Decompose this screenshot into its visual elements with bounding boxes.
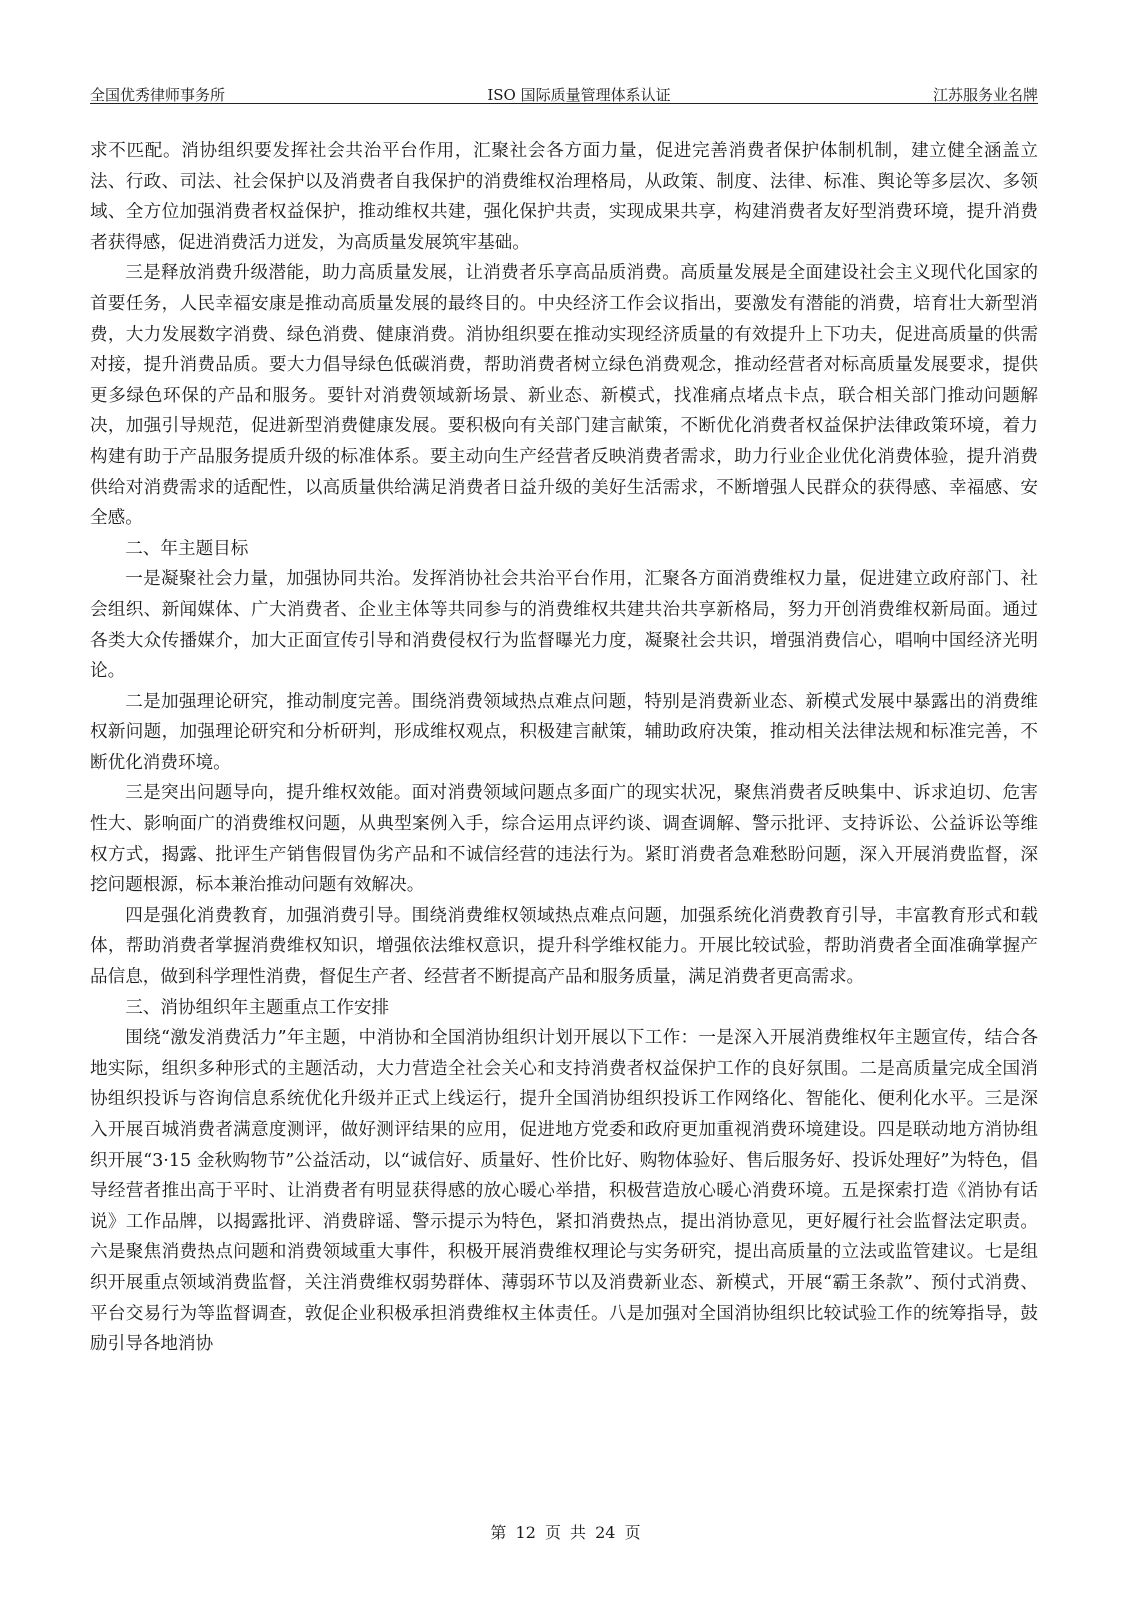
section-heading: 三、消协组织年主题重点工作安排 [125,997,390,1018]
page-number: 第 12 页 共 24 页 [490,1523,641,1542]
header-left-text: 全国优秀律师事务所 [90,86,226,104]
paragraph: 一是凝聚社会力量，加强协同共治。发挥消协社会共治平台作用，汇聚各方面消费维权力量，促进建立政府部门、社会组织、新闻媒体、广大消费者、企业主体等共同参与的消费维权共建共治共享新格局，努力开创消费维权新局面。通过各类大众传播媒介，加大正面宣传引导和消费侵权行为监督曝光力度，凝聚社会共识，增强消费信心，唱响中国经济光明论。 [90,569,1038,682]
page-header [90,80,1038,104]
document-body [90,136,1038,1360]
section-heading: 二、年主题目标 [125,538,249,559]
paragraph: 三是释放消费升级潜能，助力高质量发展，让消费者乐享高品质消费。高质量发展是全面建设社会主义现代化国家的首要任务，人民幸福安康是推动高质量发展的最终目的。中央经济工作会议指出，要激发有潜能的消费，培育壮大新型消费，大力发展数字消费、绿色消费、健康消费。消协组织要在推动实现经济质量的有效提升上下功夫，促进高质量的供需对接，提升消费品质。要大力倡导绿色低碳消费，帮助消费者树立绿色消费观念，推动经营者对标高质量发展要求，提供更多绿色环保的产品和服务。要针对消费领域新场景、新业态、新模式，找准痛点堵点卡点，联合相关部门推动问题解决，加强引导规范，促进新型消费健康发展。要积极向有关部门建言献策，不断优化消费者权益保护法律政策环境，着力构建有助于产品服务提质升级的标准体系。要主动向生产经营者反映消费者需求，助力行业企业优化消费体验，提升消费供给对消费需求的适配性，以高质量供给满足消费者日益升级的美好生活需求，不断增强人民群众的获得感、幸福感、安全感。 [90,263,1038,529]
paragraph: 三是突出问题导向，提升维权效能。面对消费领域问题点多面广的现实状况，聚焦消费者反映集中、诉求迫切、危害性大、影响面广的消费维权问题，从典型案例入手，综合运用点评约谈、调查调解、警示批评、支持诉讼、公益诉讼等维权方式，揭露、批评生产销售假冒伪劣产品和不诚信经营的违法行为。紧盯消费者急难愁盼问题，深入开展消费监督，深挖问题根源，标本兼治推动问题有效解决。 [90,783,1038,896]
paragraph-continued: 求不匹配。消协组织要发挥社会共治平台作用，汇聚社会各方面力量，促进完善消费者保护体制机制，建立健全涵盖立法、行政、司法、社会保护以及消费者自我保护的消费维权治理格局，从政策、制度、法律、标准、舆论等多层次、多领域、全方位加强消费者权益保护，推动维权共建，强化保护共责，实现成果共享，构建消费者友好型消费环境，提升消费者获得感，促进消费活力迸发，为高质量发展筑牢基础。 [90,141,1038,253]
header-right-text: 江苏服务业名牌 [932,86,1038,104]
paragraph: 四是强化消费教育，加强消费引导。围绕消费维权领域热点难点问题，加强系统化消费教育引导，丰富教育形式和载体，帮助消费者掌握消费维权知识，增强依法维权意识，提升科学维权能力。开展比较试验，帮助消费者全面准确掌握产品信息，做到科学理性消费，督促生产者、经营者不断提高产品和服务质量，满足消费者更高需求。 [90,905,1038,988]
paragraph: 围绕“激发消费活力”年主题，中消协和全国消协组织计划开展以下工作：一是深入开展消费维权年主题宣传，结合各地实际，组织多种形式的主题活动，大力营造全社会关心和支持消费者权益保护工作的良好氛围。二是高质量完成全国消协组织投诉与咨询信息系统优化升级并正式上线运行，提升全国消协组织投诉工作网络化、智能化、便利化水平。三是深入开展百城消费者满意度测评，做好测评结果的应用，促进地方党委和政府更加重视消费环境建设。四是联动地方消协组织开展“3·15 金秋购物节”公益活动，以“诚信好、质量好、性价比好、购物体验好、售后服务好、投诉处理好”为特色，倡导经营者推出高于平时、让消费者有明显获得感的放心暖心举措，积极营造放心暖心消费环境。五是探索打造《消协有话说》工作品牌，以揭露批评、消费辟谣、警示提示为特色，紧扣消费热点，提出消协意见，更好履行社会监督法定职责。六是聚焦消费热点问题和消费领域重大事件，积极开展消费维权理论与实务研究，提出高质量的立法或监管建议。七是组织开展重点领域消费监督，关注消费维权弱势群体、薄弱环节以及消费新业态、新模式，开展“霸王条款”、预付式消费、平台交易行为等监督调查，敦促企业积极承担消费维权主体责任。八是加强对全国消协组织比较试验工作的统筹指导，鼓励引导各地消协 [90,1028,1038,1355]
paragraph: 二是加强理论研究，推动制度完善。围绕消费领域热点难点问题，特别是消费新业态、新模式发展中暴露出的消费维权新问题，加强理论研究和分析研判，形成维权观点，积极建言献策，辅助政府决策，推动相关法律法规和标准完善，不断优化消费环境。 [90,691,1038,773]
header-divider [90,103,1038,104]
header-center-text: ISO 国际质量管理体系认证 [487,86,671,104]
